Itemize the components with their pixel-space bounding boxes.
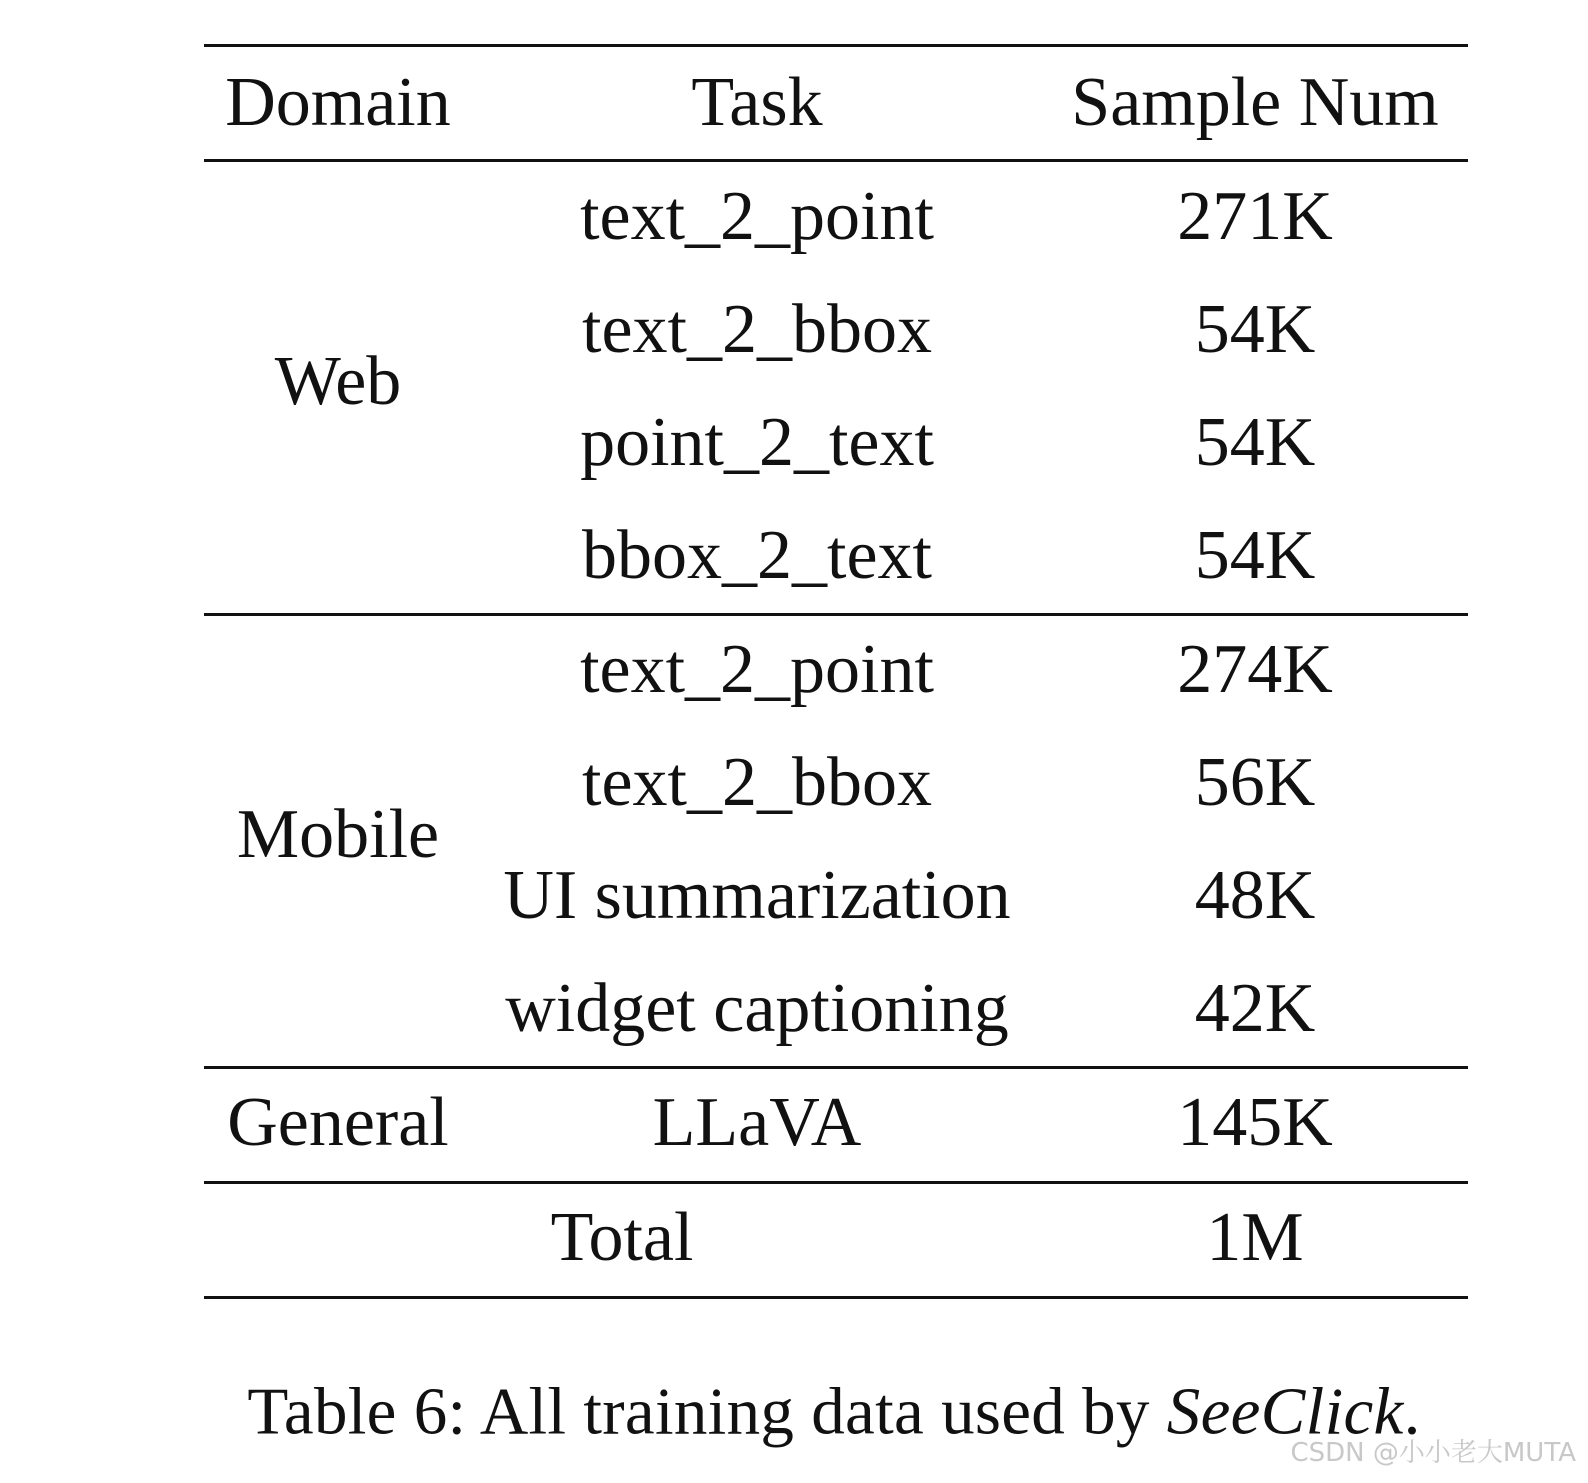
num-cell: 274K xyxy=(1177,631,1333,708)
header-domain: Domain xyxy=(225,64,451,141)
web-group-bottom-rule xyxy=(204,613,1468,616)
num-cell: 48K xyxy=(1194,857,1316,934)
header-task: Task xyxy=(691,64,823,141)
table-top-rule xyxy=(204,44,1468,47)
total-num: 1M xyxy=(1206,1199,1304,1276)
header-bottom-rule xyxy=(204,159,1468,162)
total-label: Total xyxy=(550,1199,694,1276)
domain-general: General xyxy=(227,1084,449,1161)
caption-prefix: Table 6: All training data used by xyxy=(247,1374,1167,1449)
header-sample-num: Sample Num xyxy=(1071,64,1439,141)
table-caption xyxy=(247,1374,1420,1451)
num-cell: 271K xyxy=(1177,178,1333,255)
num-cell: 56K xyxy=(1194,744,1316,821)
task-cell: LLaVA xyxy=(652,1084,862,1161)
table-bottom-rule xyxy=(204,1296,1468,1299)
num-cell: 54K xyxy=(1194,291,1316,368)
task-cell: bbox_2_text xyxy=(582,517,932,594)
watermark: CSDN @小小老大MUTA xyxy=(1290,1438,1576,1468)
caption-method-name: SeeClick xyxy=(1166,1374,1404,1449)
mobile-group-bottom-rule xyxy=(204,1066,1468,1069)
task-cell: text_2_bbox xyxy=(582,291,932,368)
task-cell: widget captioning xyxy=(505,970,1009,1047)
num-cell: 145K xyxy=(1177,1084,1333,1161)
task-cell: UI summarization xyxy=(503,857,1011,934)
num-cell: 54K xyxy=(1194,404,1316,481)
num-cell: 54K xyxy=(1194,517,1316,594)
task-cell: text_2_point xyxy=(580,631,934,708)
task-cell: text_2_point xyxy=(580,178,934,255)
domain-web: Web xyxy=(274,343,402,420)
task-cell: text_2_bbox xyxy=(582,744,932,821)
general-group-bottom-rule xyxy=(204,1181,1468,1184)
domain-mobile: Mobile xyxy=(236,796,440,873)
num-cell: 42K xyxy=(1194,970,1316,1047)
caption-suffix: . xyxy=(1403,1374,1421,1449)
task-cell: point_2_text xyxy=(580,404,934,481)
